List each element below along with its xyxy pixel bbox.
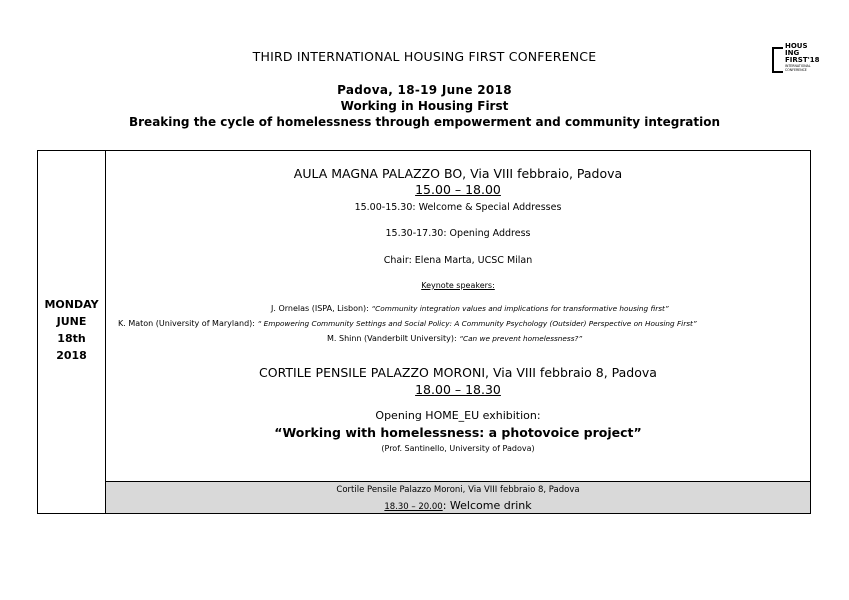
session2-venue: CORTILE PENSILE PALAZZO MORONI, Via VIII febbraio 8, Padova — [259, 365, 657, 380]
keynote-label: Keynote speakers: — [421, 281, 495, 290]
footer-venue: Cortile Pensile Palazzo Moroni, Via VIII febbraio 8, Padova — [336, 485, 580, 495]
day-year: 2018 — [56, 349, 87, 362]
logo-word-3: FIRST'18 — [785, 56, 820, 64]
speaker-row — [271, 304, 669, 313]
logo-word-1: HOUS — [785, 42, 808, 50]
session1-venue: AULA MAGNA PALAZZO BO, Via VIII febbraio, Padova — [293, 166, 623, 181]
day-month: JUNE — [56, 315, 87, 328]
session1-chair: Chair: Elena Marta, UCSC Milan — [383, 255, 533, 266]
speaker-row — [327, 334, 582, 343]
speaker-row — [118, 319, 697, 328]
welcome-drink-row — [106, 481, 810, 513]
day-weekday: MONDAY — [44, 298, 99, 311]
house-icon — [772, 47, 784, 73]
exhibition-curator: (Prof. Santinello, University of Padova) — [381, 444, 535, 453]
footer-event — [106, 499, 810, 512]
exhibition-title: “Working with homelessness: a photovoice project” — [274, 425, 642, 440]
session2-time: 18.00 – 18.30 — [415, 382, 501, 397]
speaker-talk: “Community integration values and implications for transformative housing first” — [371, 304, 669, 313]
logo-word-2: ING — [785, 49, 800, 57]
speaker-name: K. Maton (University of Maryland): — [118, 319, 258, 328]
sessions-cell — [106, 151, 810, 481]
speaker-talk: “Can we prevent homelessness?” — [459, 334, 583, 343]
session1-opening: 15.30-17.30: Opening Address — [385, 228, 531, 239]
conference-theme: Working in Housing First — [340, 99, 509, 113]
speaker-name: M. Shinn (Vanderbilt University): — [327, 334, 460, 343]
logo-word-4: INTERNATIONAL CONFERENCE — [785, 64, 811, 72]
day-cell — [38, 151, 106, 513]
footer-time: 18.30 – 20.00 — [384, 502, 443, 512]
conference-subtheme: Breaking the cycle of homelessness through empowerment and community integration — [128, 115, 721, 129]
schedule-table — [37, 150, 811, 514]
footer-event-label: : Welcome drink — [442, 499, 532, 512]
speaker-name: J. Ornelas (ISPA, Lisbon): — [271, 304, 372, 313]
location-date: Padova, 18-19 June 2018 — [337, 83, 512, 97]
session2-opening: Opening HOME_EU exhibition: — [375, 409, 541, 422]
day-date: 18th — [57, 332, 86, 345]
day-label — [38, 296, 105, 364]
session1-welcome: 15.00-15.30: Welcome & Special Addresses — [354, 202, 562, 213]
speaker-talk: “ Empowering Community Settings and Social Policy: A Community Psychology (Outsider) Perspective on Housing First” — [257, 319, 697, 328]
housing-first-logo — [772, 43, 818, 77]
conference-title: THIRD INTERNATIONAL HOUSING FIRST CONFERENCE — [252, 49, 597, 64]
conference-subheader — [0, 82, 849, 130]
session1-time: 15.00 – 18.00 — [415, 182, 501, 197]
